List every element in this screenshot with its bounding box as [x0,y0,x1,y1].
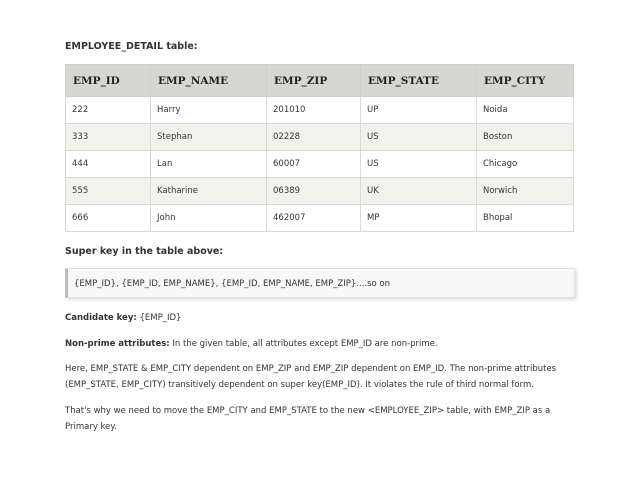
table-row [66,151,574,178]
table-row [66,97,574,124]
table-cell: Stephan [151,124,267,151]
table-cell: 333 [66,124,151,151]
non-prime-label: Non-prime attributes: [65,339,170,349]
column-header: EMP_CITY [477,65,574,97]
table-cell: 60007 [267,151,361,178]
non-prime-value: In the given table, all attributes except EMP_ID are non-prime. [169,339,438,349]
table-cell: US [361,124,477,151]
column-header: EMP_ID [66,65,151,97]
table-cell: 06389 [267,178,361,205]
candidate-key-label: Candidate key: [65,313,137,323]
table-cell: Norwich [477,178,574,205]
super-key-code-block: {EMP_ID}, {EMP_ID, EMP_NAME}, {EMP_ID, EMP_NAME, EMP_ZIP}....so on [65,268,575,298]
table-row [66,205,574,232]
table-cell: Lan [151,151,267,178]
employee-detail-table [65,64,574,232]
table-cell: John [151,205,267,232]
non-prime-paragraph [65,336,580,352]
table-cell: 666 [66,205,151,232]
table-cell: 444 [66,151,151,178]
candidate-key-paragraph [65,310,580,326]
table-cell: 462007 [267,205,361,232]
table-cell: 555 [66,178,151,205]
table-cell: MP [361,205,477,232]
table-row [66,124,574,151]
conclusion-paragraph: That's why we need to move the EMP_CITY and EMP_STATE to the new <EMPLOYEE_ZIP> table, with EMP_ZIP as a Primary key. [65,406,551,432]
table-cell: US [361,151,477,178]
column-header: EMP_STATE [361,65,477,97]
table-row [66,178,574,205]
transitive-dependency-paragraph: Here, EMP_STATE & EMP_CITY dependent on EMP_ZIP and EMP_ZIP dependent on EMP_ID. The non-prime attributes (EMP_STATE, EMP_CITY) transitively dependent on super key(EMP_ID). It violates the rule of third normal form. [65,364,557,390]
super-key-heading: Super key in the table above: [65,246,224,257]
table-cell: Bhopal [477,205,574,232]
table-cell: Chicago [477,151,574,178]
table-cell: 222 [66,97,151,124]
table-cell: Boston [477,124,574,151]
column-header: EMP_NAME [151,65,267,97]
table-cell: 201010 [267,97,361,124]
table-cell: Noida [477,97,574,124]
column-header: EMP_ZIP [267,65,361,97]
table-cell: Harry [151,97,267,124]
table-cell: UK [361,178,477,205]
table-title: EMPLOYEE_DETAIL table: [65,41,198,52]
table-header-row [66,65,574,97]
table-cell: Katharine [151,178,267,205]
table-cell: 02228 [267,124,361,151]
candidate-key-value: {EMP_ID} [136,313,182,323]
table-cell: UP [361,97,477,124]
